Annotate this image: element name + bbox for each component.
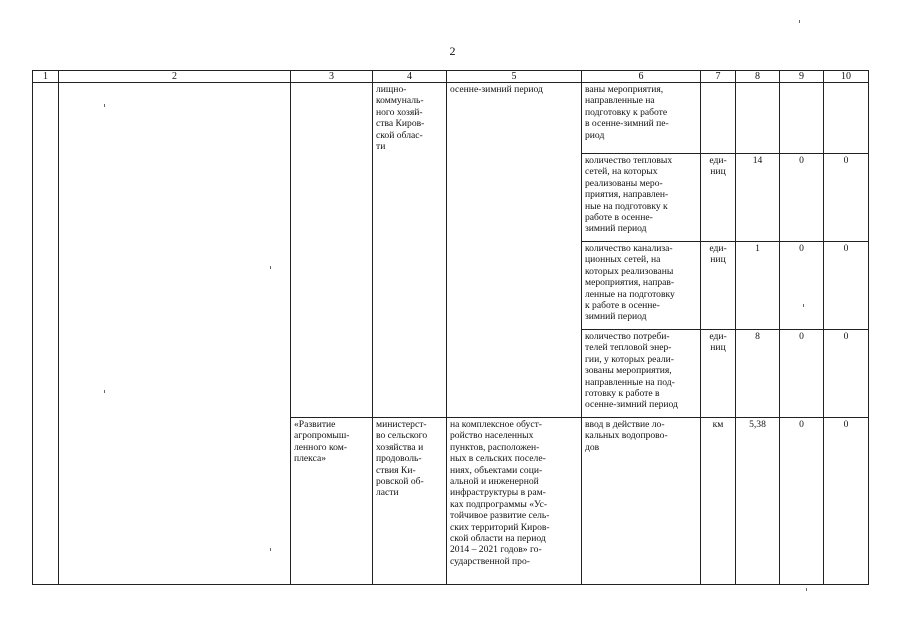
- unit-cell: [701, 83, 736, 154]
- value-cell: 0: [824, 330, 869, 418]
- column-header: 4: [373, 71, 447, 83]
- column-header: 2: [59, 71, 291, 83]
- column-header: 7: [701, 71, 736, 83]
- program-name-cell: «Развитие агропромыш- ленного ком- плекса»: [291, 418, 373, 585]
- responsible-executor-cell: лищно- коммуналь- ного хозяй- ства Киров- ской облас- ти: [373, 83, 447, 418]
- indicator-cell: количество тепловых сетей, на которых реализованы меро- приятия, направлен- ные на подготовку к работе в осенне- зимний период: [582, 154, 701, 242]
- column-header: 9: [780, 71, 824, 83]
- value-cell: 0: [824, 242, 869, 330]
- value-cell: 0: [780, 154, 824, 242]
- column-header: 3: [291, 71, 373, 83]
- column-header: 5: [447, 71, 582, 83]
- page-number: 2: [449, 44, 456, 58]
- column-number-row: [33, 71, 869, 83]
- value-cell: 1: [736, 242, 780, 330]
- column-header: 10: [824, 71, 869, 83]
- indicator-cell: ввод в действие ло- кальных водопрово- дов: [582, 418, 701, 585]
- indicator-cell: количество канализа- ционных сетей, на которых реализованы мероприятия, направ- ленные на подготовку к работе в осенне- зимний период: [582, 242, 701, 330]
- value-cell: 0: [780, 242, 824, 330]
- table-row: [33, 83, 869, 154]
- column-header: 6: [582, 71, 701, 83]
- value-cell: [780, 83, 824, 154]
- value-cell: [824, 83, 869, 154]
- value-cell: 8: [736, 330, 780, 418]
- value-cell: 0: [824, 154, 869, 242]
- col3-cell: [291, 83, 373, 418]
- value-cell: 14: [736, 154, 780, 242]
- scan-speck: [799, 20, 800, 23]
- indicator-cell: ваны мероприятия, направленные на подготовку к работе в осенне-зимний пе- риод: [582, 83, 701, 154]
- value-cell: [736, 83, 780, 154]
- unit-cell: км: [701, 418, 736, 585]
- scan-speck: [806, 588, 807, 591]
- value-cell: 0: [780, 418, 824, 585]
- value-cell: 5,38: [736, 418, 780, 585]
- activity-cell: осенне-зимний период: [447, 83, 582, 418]
- value-cell: 0: [780, 330, 824, 418]
- col2-cell: [59, 83, 291, 585]
- col1-cell: [33, 83, 59, 585]
- unit-cell: еди- ниц: [701, 330, 736, 418]
- value-cell: 0: [824, 418, 869, 585]
- column-header: 8: [736, 71, 780, 83]
- unit-cell: еди- ниц: [701, 242, 736, 330]
- program-indicators-table: [32, 70, 869, 585]
- indicator-cell: количество потреби- телей тепловой энер- гии, у которых реали- зованы мероприятия, направленные на под- готовку к работе в осенне-зимний период: [582, 330, 701, 418]
- responsible-executor-cell: министерст- во сельского хозяйства и продоволь- ствия Ки- ровской об- ласти: [373, 418, 447, 585]
- column-header: 1: [33, 71, 59, 83]
- unit-cell: еди- ниц: [701, 154, 736, 242]
- activity-cell: на комплексное обуст- ройство населенных пунктов, расположен- ных в сельских поселе- ниях, объектами соци- альной и инженерной инфраструктуры в рам- ках подпрограммы «Ус- тойчивое развитие сель- ских территорий Киров- ской области на период 2014 – 2021 годов» го- сударственной про-: [447, 418, 582, 585]
